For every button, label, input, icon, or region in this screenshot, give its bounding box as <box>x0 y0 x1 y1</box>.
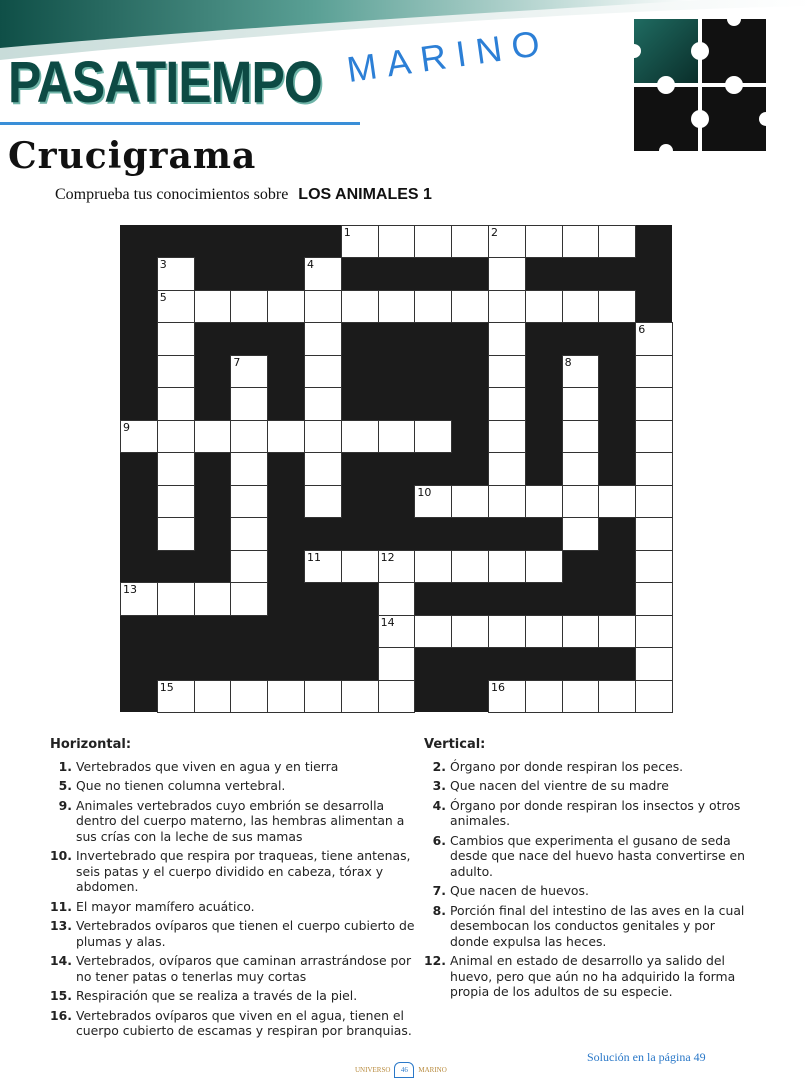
clue-item <box>424 778 746 794</box>
clue-item <box>424 833 746 880</box>
vertical-clue-list <box>424 759 746 1000</box>
grid-cell[interactable] <box>304 290 342 323</box>
horizontal-clue-list <box>50 759 415 1039</box>
grid-cell[interactable] <box>120 420 158 453</box>
clue-text: Vertebrados, ovíparos que caminan arrastrándose por no tener patas o tenerlas muy cortas <box>76 953 412 984</box>
clue-text: El mayor mamífero acuático. <box>76 898 255 914</box>
grid-cell[interactable] <box>378 550 416 583</box>
clue-item <box>424 953 746 1000</box>
clue-number: 14. <box>50 953 72 968</box>
cell-number: 8 <box>564 355 572 369</box>
grid-cell[interactable] <box>120 582 158 615</box>
clue-item <box>50 778 415 794</box>
grid-cell[interactable] <box>304 550 342 583</box>
grid-cell[interactable] <box>230 582 268 615</box>
grid-cell[interactable] <box>230 517 268 550</box>
clue-text: Invertebrado que respira por traqueas, tiene antenas, seis patas y el cuerpo dividido en cabeza, tórax y abdomen. <box>76 848 411 894</box>
cell-number: 15 <box>159 680 174 694</box>
grid-cell[interactable] <box>230 485 268 518</box>
grid-cell[interactable] <box>635 582 673 615</box>
grid-cell[interactable] <box>378 615 416 648</box>
grid-cell[interactable] <box>598 290 636 323</box>
intro-topic: LOS ANIMALES 1 <box>298 186 432 203</box>
clue-number: 8. <box>432 902 446 918</box>
grid-cell[interactable] <box>635 485 673 518</box>
grid-cell[interactable] <box>194 582 232 615</box>
grid-cell[interactable] <box>267 680 305 713</box>
grid-cell[interactable] <box>488 420 526 453</box>
vertical-clues <box>424 737 746 1004</box>
cell-number: 11 <box>307 550 321 564</box>
clue-text: Respiración que se realiza a través de la piel. <box>76 988 358 1003</box>
horizontal-heading: Horizontal: <box>50 737 132 752</box>
grid-cell[interactable] <box>157 485 195 518</box>
footer-logo-mark: 46 <box>394 1062 414 1078</box>
grid-cell[interactable] <box>635 615 673 648</box>
grid-cell[interactable] <box>341 420 379 453</box>
clue-item <box>50 988 415 1004</box>
grid-cell[interactable] <box>194 420 232 453</box>
cell-number: 3 <box>159 258 167 272</box>
grid-cell[interactable] <box>157 420 195 453</box>
grid-cell[interactable] <box>525 485 563 518</box>
clue-item <box>424 903 746 950</box>
clue-text: Porción final del intestino de las aves en la cual desembocan los conductos genitales y por donde expulsa las heces. <box>450 902 745 949</box>
clue-number: 5. <box>58 778 72 793</box>
grid-cell[interactable] <box>194 680 232 713</box>
magazine-title: PASATIEMPO <box>8 50 322 115</box>
clue-text: Vertebrados que viven en agua y en tierra <box>76 758 339 774</box>
grid-cell[interactable] <box>414 550 452 583</box>
clue-number: 10. <box>50 848 72 863</box>
grid-cell[interactable] <box>488 680 526 713</box>
grid-cell[interactable] <box>267 420 305 453</box>
grid-cell[interactable] <box>341 225 379 258</box>
grid-cell[interactable] <box>451 290 489 323</box>
grid-cell[interactable] <box>488 322 526 355</box>
grid-cell[interactable] <box>194 290 232 323</box>
clue-item <box>50 918 415 949</box>
grid-cell[interactable] <box>230 452 268 485</box>
grid-cell[interactable] <box>157 387 195 420</box>
cell-number: 2 <box>491 226 498 239</box>
grid-cell[interactable] <box>635 355 673 388</box>
grid-cell[interactable] <box>414 615 452 648</box>
grid-cell[interactable] <box>635 322 673 355</box>
grid-cell[interactable] <box>378 582 416 615</box>
grid-cell[interactable] <box>562 680 600 713</box>
grid-cell[interactable] <box>451 550 489 583</box>
grid-cell[interactable] <box>562 355 600 388</box>
grid-cell[interactable] <box>635 387 673 420</box>
solution-note: Solución en la página 49 <box>587 1050 706 1064</box>
grid-cell[interactable] <box>230 355 268 388</box>
clue-number: 7. <box>432 883 446 898</box>
grid-cell[interactable] <box>488 387 526 420</box>
clue-number: 16. <box>50 1007 72 1023</box>
grid-cell[interactable] <box>304 355 342 388</box>
section-title: Crucigrama <box>8 135 257 177</box>
clue-item <box>50 1008 415 1039</box>
grid-cell[interactable] <box>304 452 342 485</box>
grid-cell[interactable] <box>378 647 416 680</box>
cell-number: 16 <box>491 680 505 694</box>
clue-number: 1. <box>58 758 72 774</box>
grid-cell[interactable] <box>341 550 379 583</box>
grid-cell[interactable] <box>304 485 342 518</box>
grid-cell[interactable] <box>341 680 379 713</box>
grid-cell[interactable] <box>635 550 673 583</box>
intro-text: Comprueba tus conocimientos sobre <box>55 186 289 203</box>
magazine-subtitle: MARINO <box>344 21 553 90</box>
grid-cell[interactable] <box>414 420 452 453</box>
cell-number: 4 <box>307 258 314 272</box>
grid-cell[interactable] <box>562 290 600 323</box>
clue-item <box>424 798 746 829</box>
grid-cell[interactable] <box>488 452 526 485</box>
clue-number: 6. <box>432 832 446 848</box>
clue-text: Órgano por donde respiran los insectos y otros animales. <box>450 797 741 828</box>
clue-item <box>50 899 415 915</box>
grid-cell[interactable] <box>488 355 526 388</box>
grid-cell[interactable] <box>451 225 489 258</box>
grid-cell[interactable] <box>635 647 673 680</box>
grid-cell[interactable] <box>304 420 342 453</box>
grid-cell[interactable] <box>488 485 526 518</box>
grid-cell[interactable] <box>230 387 268 420</box>
grid-cell[interactable] <box>157 257 195 290</box>
clue-text: Que nacen del vientre de su madre <box>450 778 669 793</box>
clue-text: Vertebrados ovíparos que viven en el agua, tienen el cuerpo cubierto de escamas y respiran por branquias. <box>76 1007 412 1038</box>
grid-cell[interactable] <box>414 225 452 258</box>
footer-logo <box>355 1062 447 1078</box>
grid-cell[interactable] <box>414 485 452 518</box>
footer-logo-left: UNIVERSO <box>355 1066 391 1074</box>
grid-cell[interactable] <box>378 225 416 258</box>
clue-number: 15. <box>50 988 72 1003</box>
crossword-grid <box>120 225 672 712</box>
grid-cell[interactable] <box>304 387 342 420</box>
grid-cell[interactable] <box>304 680 342 713</box>
grid-cell[interactable] <box>525 615 563 648</box>
grid-cell[interactable] <box>230 420 268 453</box>
cell-number: 9 <box>123 420 130 434</box>
grid-cell[interactable] <box>378 420 416 453</box>
clue-item <box>50 848 415 895</box>
grid-cell[interactable] <box>525 680 563 713</box>
grid-cell[interactable] <box>525 225 563 258</box>
intro-line <box>55 186 432 204</box>
clue-number: 9. <box>58 797 72 813</box>
clue-text: Animal en estado de desarrollo ya salido del huevo, pero que aún no ha adquirido la forma propia de los adultos de su especie. <box>450 953 736 999</box>
clue-number: 11. <box>50 898 72 914</box>
grid-cell[interactable] <box>562 452 600 485</box>
grid-cell[interactable] <box>525 290 563 323</box>
title-underline <box>0 122 360 125</box>
grid-cell[interactable] <box>157 290 195 323</box>
grid-cell[interactable] <box>598 485 636 518</box>
cell-number: 10 <box>417 485 432 499</box>
cell-number: 5 <box>159 290 167 304</box>
vertical-heading: Vertical: <box>424 737 486 752</box>
grid-cell[interactable] <box>562 225 600 258</box>
cell-number: 14 <box>380 615 395 629</box>
grid-cell[interactable] <box>378 680 416 713</box>
grid-cell[interactable] <box>562 517 600 550</box>
grid-cell[interactable] <box>488 225 526 258</box>
clue-number: 12. <box>424 953 446 968</box>
grid-cell[interactable] <box>157 452 195 485</box>
grid-cell[interactable] <box>157 355 195 388</box>
grid-cell[interactable] <box>157 322 195 355</box>
cell-number: 13 <box>123 583 137 597</box>
grid-cell[interactable] <box>341 290 379 323</box>
clue-text: Que no tienen columna vertebral. <box>76 778 286 793</box>
clue-item <box>50 798 415 845</box>
clue-text: Vertebrados ovíparos que tienen el cuerpo cubierto de plumas y alas. <box>76 918 415 949</box>
grid-cell[interactable] <box>635 420 673 453</box>
grid-cell[interactable] <box>451 615 489 648</box>
grid-cell[interactable] <box>230 550 268 583</box>
grid-cell[interactable] <box>562 420 600 453</box>
clue-number: 2. <box>432 758 446 774</box>
grid-cell[interactable] <box>157 582 195 615</box>
grid-cell[interactable] <box>635 517 673 550</box>
clue-item <box>50 759 415 775</box>
grid-cell[interactable] <box>304 257 342 290</box>
grid-cell[interactable] <box>635 452 673 485</box>
grid-cell[interactable] <box>157 517 195 550</box>
grid-cell[interactable] <box>525 550 563 583</box>
grid-cell[interactable] <box>488 257 526 290</box>
grid-cell[interactable] <box>562 615 600 648</box>
grid-cell[interactable] <box>157 680 195 713</box>
grid-cell[interactable] <box>598 680 636 713</box>
grid-cell[interactable] <box>378 290 416 323</box>
grid-cell[interactable] <box>230 290 268 323</box>
clue-number: 13. <box>50 918 72 933</box>
clue-number: 3. <box>432 778 446 793</box>
clue-item <box>424 883 746 899</box>
clue-text: Que nacen de huevos. <box>450 883 589 898</box>
grid-cell[interactable] <box>562 387 600 420</box>
grid-cell[interactable] <box>451 485 489 518</box>
cell-number: 12 <box>380 550 395 564</box>
grid-cell[interactable] <box>267 290 305 323</box>
clue-item <box>50 953 415 984</box>
grid-cell[interactable] <box>488 615 526 648</box>
clue-text: Animales vertebrados cuyo embrión se desarrolla dentro del cuerpo materno, las hembras alimentan a sus crías con la leche de sus mamas <box>76 797 405 844</box>
cell-number: 1 <box>343 226 351 239</box>
grid-cell[interactable] <box>488 290 526 323</box>
grid-cell[interactable] <box>598 615 636 648</box>
clue-number: 4. <box>432 797 446 813</box>
clue-text: Cambios que experimenta el gusano de seda desde que nace del huevo hasta convertirse en adulto. <box>450 832 745 879</box>
grid-cell[interactable] <box>414 290 452 323</box>
clue-text: Órgano por donde respiran los peces. <box>450 758 684 774</box>
grid-cell[interactable] <box>562 485 600 518</box>
grid-cell[interactable] <box>598 225 636 258</box>
grid-cell[interactable] <box>230 680 268 713</box>
clue-item <box>424 759 746 775</box>
puzzle-icon <box>630 15 770 155</box>
cell-number: 6 <box>638 323 646 337</box>
horizontal-clues <box>50 737 415 1043</box>
footer-logo-right: MARINO <box>418 1066 447 1074</box>
cell-number: 7 <box>233 355 241 369</box>
grid-cell[interactable] <box>635 680 673 713</box>
grid-cell[interactable] <box>304 322 342 355</box>
grid-cell[interactable] <box>488 550 526 583</box>
